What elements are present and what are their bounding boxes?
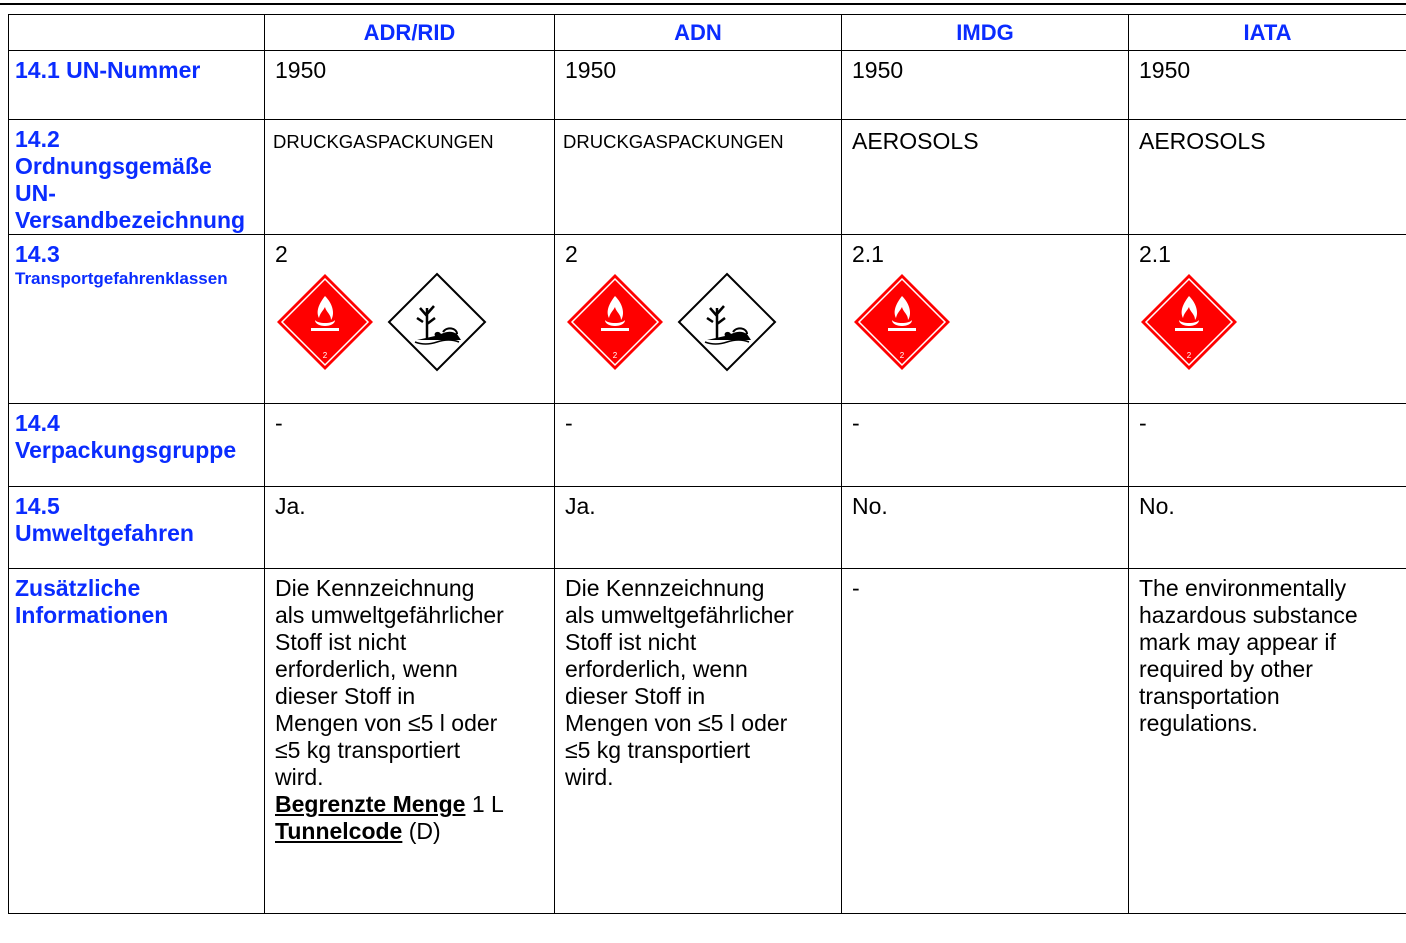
note-line: ≤5 kg transportiert bbox=[565, 737, 751, 763]
cell-imdg-class bbox=[842, 235, 1129, 404]
note-line: mark may appear if bbox=[1139, 629, 1336, 655]
label-line: 14.2 bbox=[15, 126, 60, 152]
note-line: required by other bbox=[1139, 656, 1313, 682]
top-rule bbox=[0, 3, 1406, 5]
table-row-shipping-name bbox=[9, 120, 1406, 235]
row-label-hazard-class bbox=[9, 235, 265, 404]
table-row-hazard-class bbox=[9, 235, 1406, 404]
table-row-un-number bbox=[9, 51, 1406, 120]
header-adn: ADN bbox=[555, 15, 842, 51]
tunnel-code-value: (D) bbox=[408, 818, 441, 844]
svg-text:2: 2 bbox=[322, 351, 328, 360]
adr-note-lines bbox=[275, 575, 548, 791]
pictogram-group bbox=[1139, 272, 1400, 372]
note-line: erforderlich, wenn bbox=[275, 656, 458, 682]
label-line: Umweltgefahren bbox=[15, 520, 194, 546]
cell-adn-name: DRUCKGASPACKUNGEN bbox=[555, 120, 842, 235]
cell-adr-class bbox=[265, 235, 555, 404]
cell-adr-additional bbox=[265, 569, 555, 914]
svg-text:2: 2 bbox=[1186, 351, 1192, 360]
header-blank bbox=[9, 15, 265, 51]
flammable-gas-diamond-icon bbox=[852, 272, 952, 372]
label-line: 14.3 bbox=[15, 241, 60, 267]
flammable-gas-diamond-icon bbox=[565, 272, 665, 372]
cell-iata-class bbox=[1129, 235, 1406, 404]
note-line: Stoff ist nicht bbox=[565, 629, 697, 655]
flammable-gas-diamond-icon bbox=[275, 272, 375, 372]
note-line: regulations. bbox=[1139, 710, 1258, 736]
class-value: 2 bbox=[565, 241, 578, 267]
row-label-un-number: 14.1 UN-Nummer bbox=[9, 51, 265, 120]
cell-iata-additional bbox=[1129, 569, 1406, 914]
svg-text:2: 2 bbox=[612, 351, 618, 360]
class-value: 2.1 bbox=[852, 241, 884, 267]
tunnel-code-label: Tunnelcode bbox=[275, 818, 403, 844]
label-line: Zusätzliche bbox=[15, 575, 141, 601]
limited-quantity-line bbox=[275, 791, 548, 818]
cell-adr-name: DRUCKGASPACKUNGEN bbox=[265, 120, 555, 235]
cell-adr-un: 1950 bbox=[265, 51, 555, 120]
note-line: transportation bbox=[1139, 683, 1280, 709]
table-row-env-hazards bbox=[9, 487, 1406, 569]
note-line: Mengen von ≤5 l oder bbox=[565, 710, 788, 736]
class-value: 2 bbox=[275, 241, 288, 267]
header-imdg: IMDG bbox=[842, 15, 1129, 51]
cell-imdg-env: No. bbox=[842, 487, 1129, 569]
svg-text:2: 2 bbox=[899, 351, 905, 360]
cell-iata-name: AEROSOLS bbox=[1129, 120, 1406, 235]
row-label-env-hazards bbox=[9, 487, 265, 569]
table-row-packing-group bbox=[9, 404, 1406, 487]
tunnel-code-line bbox=[275, 818, 548, 845]
cell-adn-additional bbox=[555, 569, 842, 914]
note-line: ≤5 kg transportiert bbox=[275, 737, 461, 763]
note-line: als umweltgefährlicher bbox=[275, 602, 504, 628]
note-line: als umweltgefährlicher bbox=[565, 602, 794, 628]
label-line: Versandbezeichnung bbox=[15, 207, 246, 233]
cell-adn-env: Ja. bbox=[555, 487, 842, 569]
table-header-row bbox=[9, 15, 1406, 51]
note-line: dieser Stoff in bbox=[565, 683, 706, 709]
environmental-hazard-diamond-icon bbox=[677, 272, 777, 372]
cell-imdg-name: AEROSOLS bbox=[842, 120, 1129, 235]
class-value: 2.1 bbox=[1139, 241, 1171, 267]
note-line: Mengen von ≤5 l oder bbox=[275, 710, 498, 736]
note-line: dieser Stoff in bbox=[275, 683, 416, 709]
note-line: erforderlich, wenn bbox=[565, 656, 748, 682]
note-line: wird. bbox=[565, 764, 614, 790]
adn-note-lines bbox=[565, 575, 835, 791]
cell-imdg-un: 1950 bbox=[842, 51, 1129, 120]
transport-info-table bbox=[8, 14, 1406, 914]
cell-adn-pg: - bbox=[555, 404, 842, 487]
cell-adn-class bbox=[555, 235, 842, 404]
label-line: UN- bbox=[15, 180, 56, 206]
cell-adr-env: Ja. bbox=[265, 487, 555, 569]
note-line: Die Kennzeichnung bbox=[275, 575, 475, 601]
limited-quantity-value: 1 L bbox=[471, 791, 504, 817]
header-iata: IATA bbox=[1129, 15, 1406, 51]
note-line: Stoff ist nicht bbox=[275, 629, 407, 655]
label-line: Verpackungsgruppe bbox=[15, 437, 237, 463]
table-row-additional-info bbox=[9, 569, 1406, 914]
note-line: hazardous substance bbox=[1139, 602, 1358, 628]
cell-adn-un: 1950 bbox=[555, 51, 842, 120]
label-line: 14.5 bbox=[15, 493, 60, 519]
row-label-packing-group bbox=[9, 404, 265, 487]
cell-iata-un: 1950 bbox=[1129, 51, 1406, 120]
environmental-hazard-diamond-icon bbox=[387, 272, 487, 372]
label-line: 14.4 bbox=[15, 410, 60, 436]
cell-iata-pg: - bbox=[1129, 404, 1406, 487]
limited-quantity-label: Begrenzte Menge bbox=[275, 791, 466, 817]
pictogram-group bbox=[852, 272, 1122, 372]
label-line: Informationen bbox=[15, 602, 169, 628]
pictogram-group bbox=[565, 272, 835, 372]
note-line: wird. bbox=[275, 764, 324, 790]
header-adr-rid: ADR/RID bbox=[265, 15, 555, 51]
cell-imdg-additional: - bbox=[842, 569, 1129, 914]
row-label-shipping-name bbox=[9, 120, 265, 235]
cell-adr-pg: - bbox=[265, 404, 555, 487]
pictogram-group bbox=[275, 272, 548, 372]
row-label-additional-info bbox=[9, 569, 265, 914]
cell-imdg-pg: - bbox=[842, 404, 1129, 487]
cell-iata-env: No. bbox=[1129, 487, 1406, 569]
flammable-gas-diamond-icon bbox=[1139, 272, 1239, 372]
label-line: Ordnungsgemäße bbox=[15, 153, 212, 179]
note-line: The environmentally bbox=[1139, 575, 1347, 601]
iata-note-lines bbox=[1139, 575, 1400, 737]
label-line: Transportgefahrenklassen bbox=[15, 269, 228, 288]
note-line: Die Kennzeichnung bbox=[565, 575, 765, 601]
